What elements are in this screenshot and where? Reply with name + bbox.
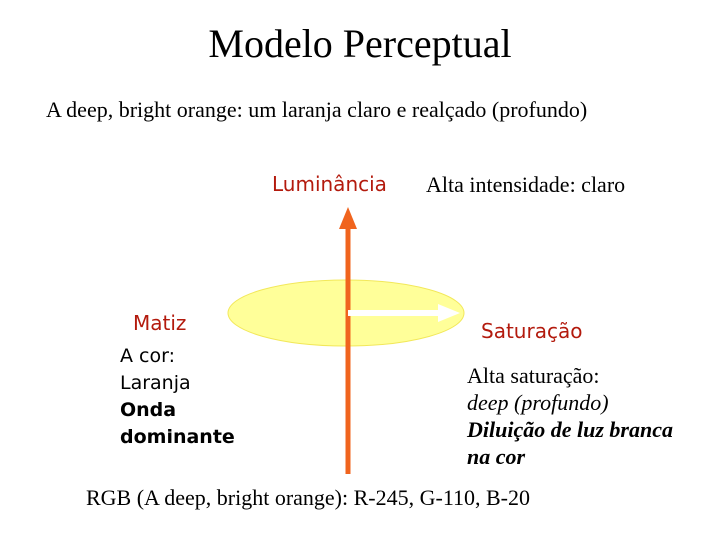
luminance-label: Luminância — [272, 172, 387, 196]
hue-label: Matiz — [133, 311, 187, 335]
saturation-line-1: Alta saturação: — [467, 363, 600, 388]
hue-line-2: Laranja — [120, 372, 191, 394]
saturation-description — [467, 362, 673, 470]
luminance-description: Alta intensidade: claro — [426, 172, 626, 197]
luminance-arrowhead — [339, 207, 357, 229]
page-title: Modelo Perceptual — [208, 21, 512, 66]
saturation-line-2: deep (profundo) — [467, 390, 609, 415]
hue-line-4: dominante — [120, 426, 235, 448]
saturation-line-4: na cor — [467, 444, 526, 469]
rgb-footer: RGB (A deep, bright orange): R-245, G-110, B-20 — [86, 485, 531, 510]
hue-line-1: A cor: — [120, 345, 175, 367]
subtitle: A deep, bright orange: um laranja claro e realçado (profundo) — [46, 97, 588, 122]
saturation-line-3: Diluição de luz branca — [467, 417, 673, 442]
saturation-label: Saturação — [481, 319, 583, 343]
hue-description — [120, 343, 235, 451]
hue-line-3: Onda — [120, 399, 177, 421]
